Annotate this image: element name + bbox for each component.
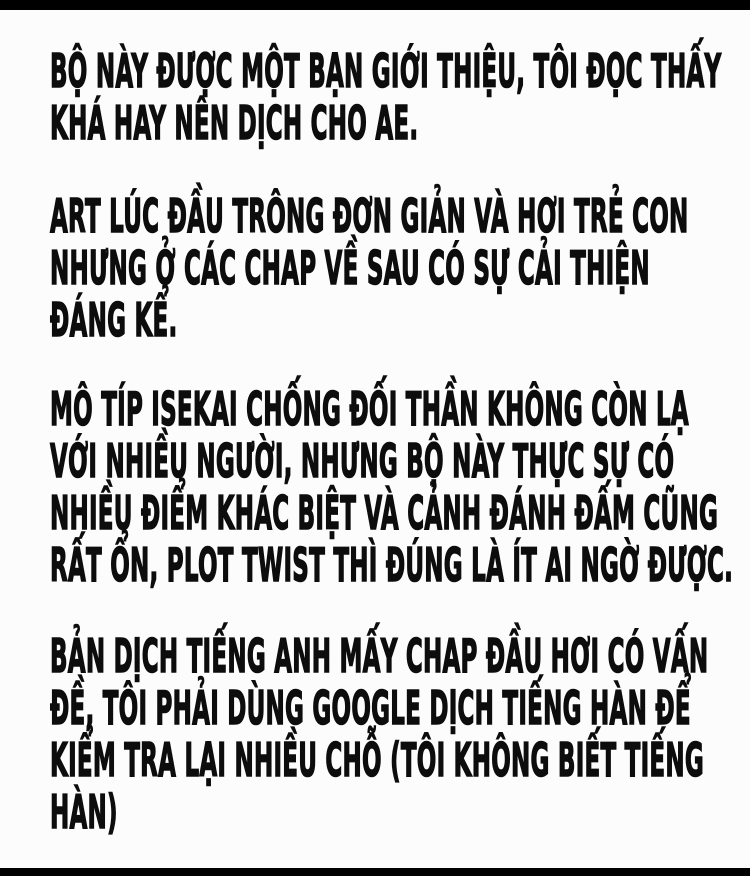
text-line: ĐỀ, TÔI PHẢI DÙNG GOOGLE DỊCH TIẾNG HÀN ĐỂ (50, 681, 691, 735)
bottom-border-bar (0, 868, 750, 876)
note-paragraph-story (50, 383, 750, 591)
text-line: ĐÁNG KỂ. (50, 293, 178, 347)
text-line: KHÁ HAY NÊN DỊCH CHO AE. (50, 96, 419, 150)
text-line: KIỂM TRA LẠI NHIỀU CHỖ (TÔI KHÔNG BIẾT TIẾNG (50, 733, 705, 787)
text-line: HÀN) (50, 785, 118, 839)
text-line: RẤT ỔN, PLOT TWIST THÌ ĐÚNG LÀ ÍT AI NGỜ ĐƯỢC. (50, 538, 734, 592)
note-paragraph-translation (50, 630, 750, 838)
note-paragraph-intro (50, 45, 750, 149)
text-line: ART LÚC ĐẦU TRÔNG ĐƠN GIẢN VÀ HƠI TRẺ CON (50, 189, 689, 243)
text-line: BỘ NÀY ĐƯỢC MỘT BẠN GIỚI THIỆU, TÔI ĐỌC THẤY (50, 44, 722, 98)
text-line: NHIỀU ĐIỂM KHÁC BIỆT VÀ CẢNH ĐÁNH ĐẤM CŨNG (50, 486, 719, 540)
top-border-bar (0, 0, 750, 10)
text-line: BẢN DỊCH TIẾNG ANH MẤY CHAP ĐẦU HƠI CÓ VẤN (50, 629, 709, 683)
text-line: MÔ TÍP ISEKAI CHỐNG ĐỐI THẦN KHÔNG CÒN LẠ (50, 382, 689, 436)
note-paragraph-art (50, 190, 750, 346)
text-line: VỚI NHIỀU NGƯỜI, NHƯNG BỘ NÀY THỰC SỰ CÓ (50, 434, 675, 488)
text-line: NHƯNG Ở CÁC CHAP VỀ SAU CÓ SỰ CẢI THIỆN (50, 241, 650, 295)
